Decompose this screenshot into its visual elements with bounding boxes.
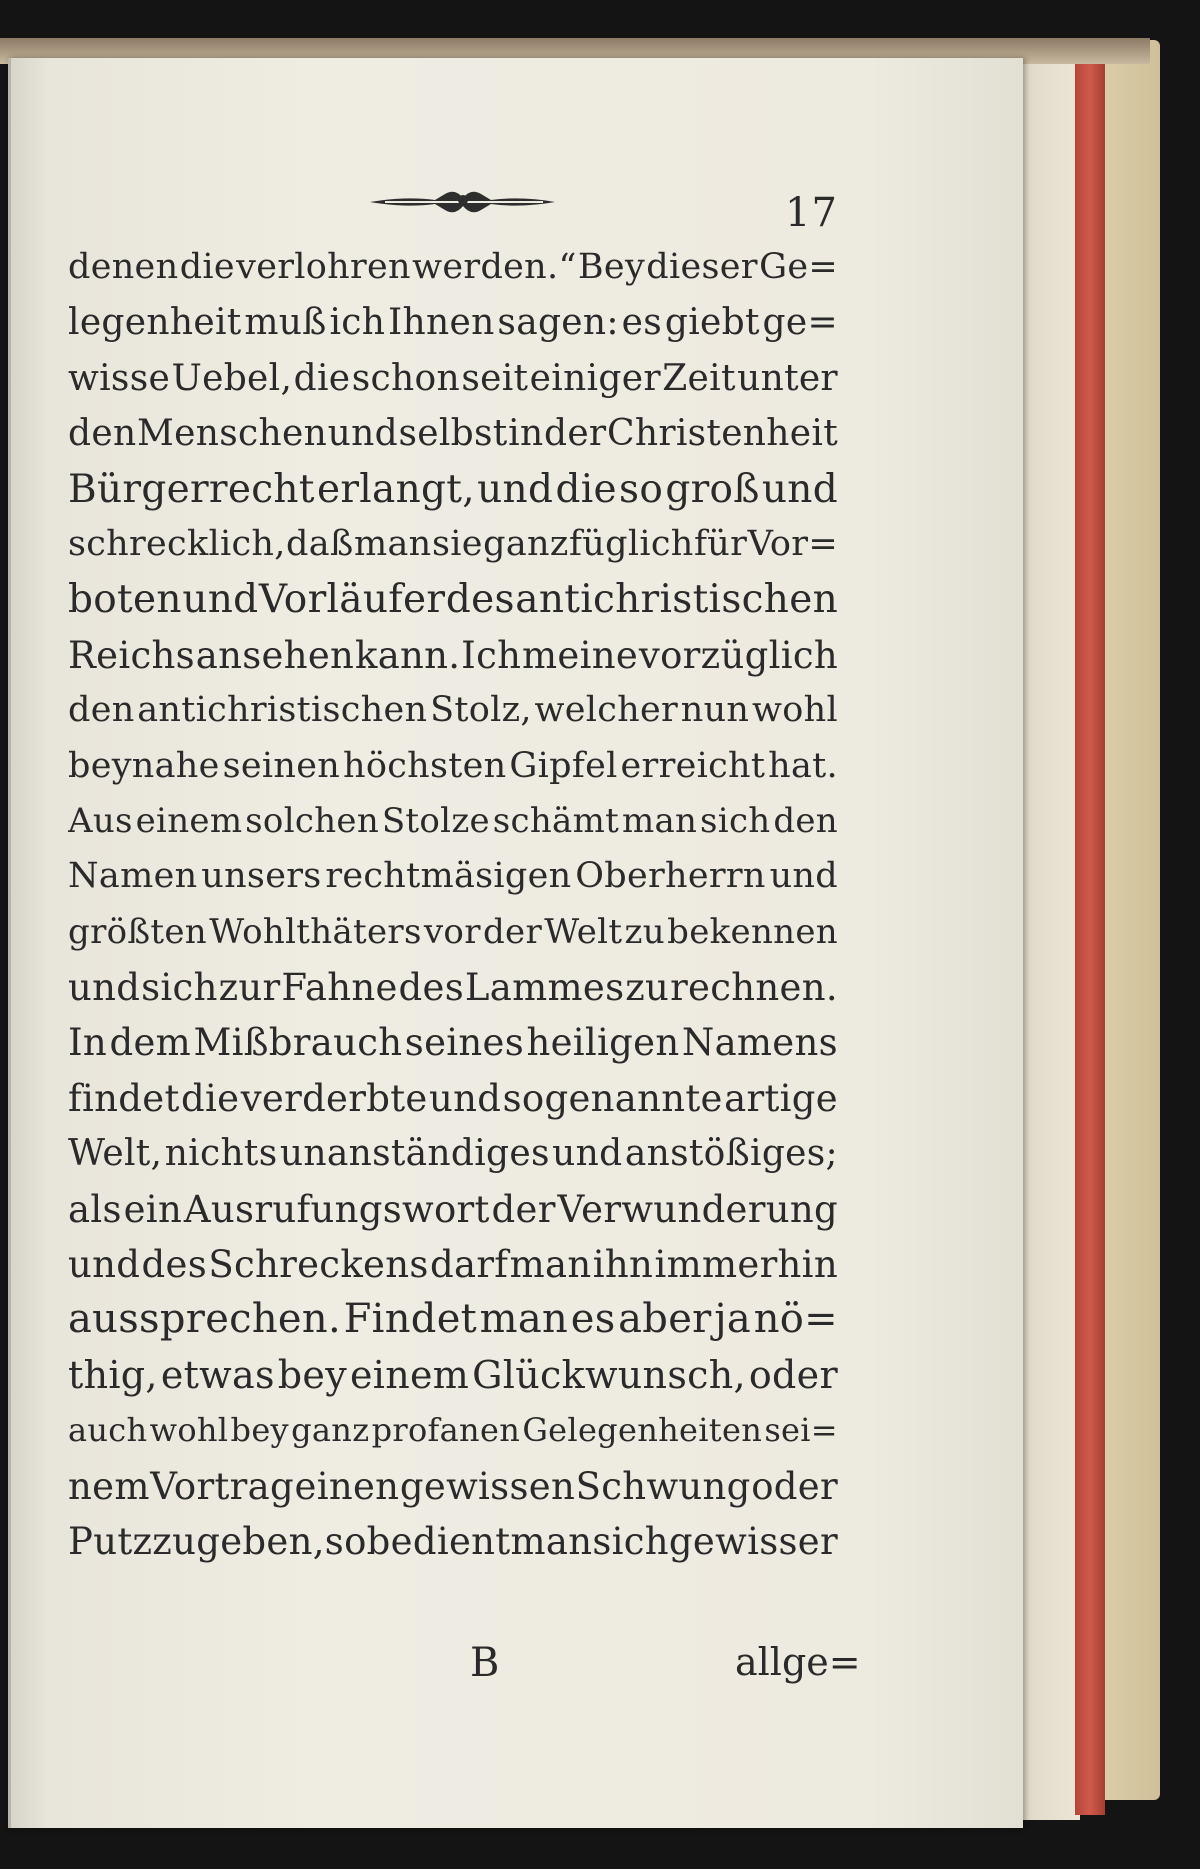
printer-ornament-icon — [365, 178, 560, 222]
text-line: schrecklich, daß man sie ganz füglich für Vor= — [68, 523, 838, 564]
catchword: allge= — [735, 1640, 861, 1684]
page-text — [68, 240, 838, 1569]
text-line: Aus einem solchen Stolze schämt man sich den — [68, 800, 838, 841]
gutter — [8, 58, 11, 1828]
text-line: Namen unsers rechtmäsigen Oberherrn und — [68, 856, 838, 897]
text-line: legenheit muß ich Ihnen sagen: es giebt ge= — [68, 302, 838, 344]
text-line: aussprechen. Findet man es aber ja nö= — [68, 1296, 838, 1343]
text-line: Putz zu geben, so bedient man sich gewisser — [68, 1519, 838, 1563]
text-line: wisse Uebel, die schon seit einiger Zeit unter — [68, 357, 838, 399]
text-line: Reichs ansehen kann. Ich meine vorzüglich — [68, 633, 838, 677]
text-line: findet die verderbte und sogenannte artige — [68, 1076, 838, 1120]
text-line: den Menschen und selbst in der Christenheit — [68, 413, 838, 455]
text-line: nem Vortrag einen gewissen Schwung oder — [68, 1464, 838, 1508]
text-line: auch wohl bey ganz profanen Gelegenheiten sei= — [68, 1411, 838, 1450]
red-page-edge — [1075, 55, 1105, 1815]
text-line: boten und Vorläufer des antichristischen — [68, 577, 838, 623]
text-line: denen die verlohren werden.“ Bey dieser Ge= — [68, 247, 838, 287]
text-line: als ein Ausrufungswort der Verwunderung — [68, 1187, 838, 1231]
text-line: thig, etwas bey einem Glückwunsch, oder — [68, 1352, 838, 1397]
text-line: Bürgerrecht erlangt, und die so groß und — [68, 466, 838, 512]
text-line: den antichristischen Stolz, welcher nun wohl — [68, 690, 838, 731]
text-line: beynahe seinen höchsten Gipfel erreicht hat. — [68, 745, 838, 786]
text-line: Welt, nichts unanständiges und anstößiges; — [68, 1133, 838, 1175]
page-number: 17 — [785, 190, 838, 236]
text-line: größten Wohlthäters vor der Welt zu bekennen — [68, 911, 838, 952]
text-line: und des Schreckens darf man ihn immerhin — [68, 1243, 838, 1287]
text-line: In dem Mißbrauch seines heiligen Namens — [68, 1021, 838, 1065]
text-line: und sich zur Fahne des Lammes zu rechnen. — [68, 966, 838, 1010]
signature-mark: B — [470, 1640, 500, 1686]
